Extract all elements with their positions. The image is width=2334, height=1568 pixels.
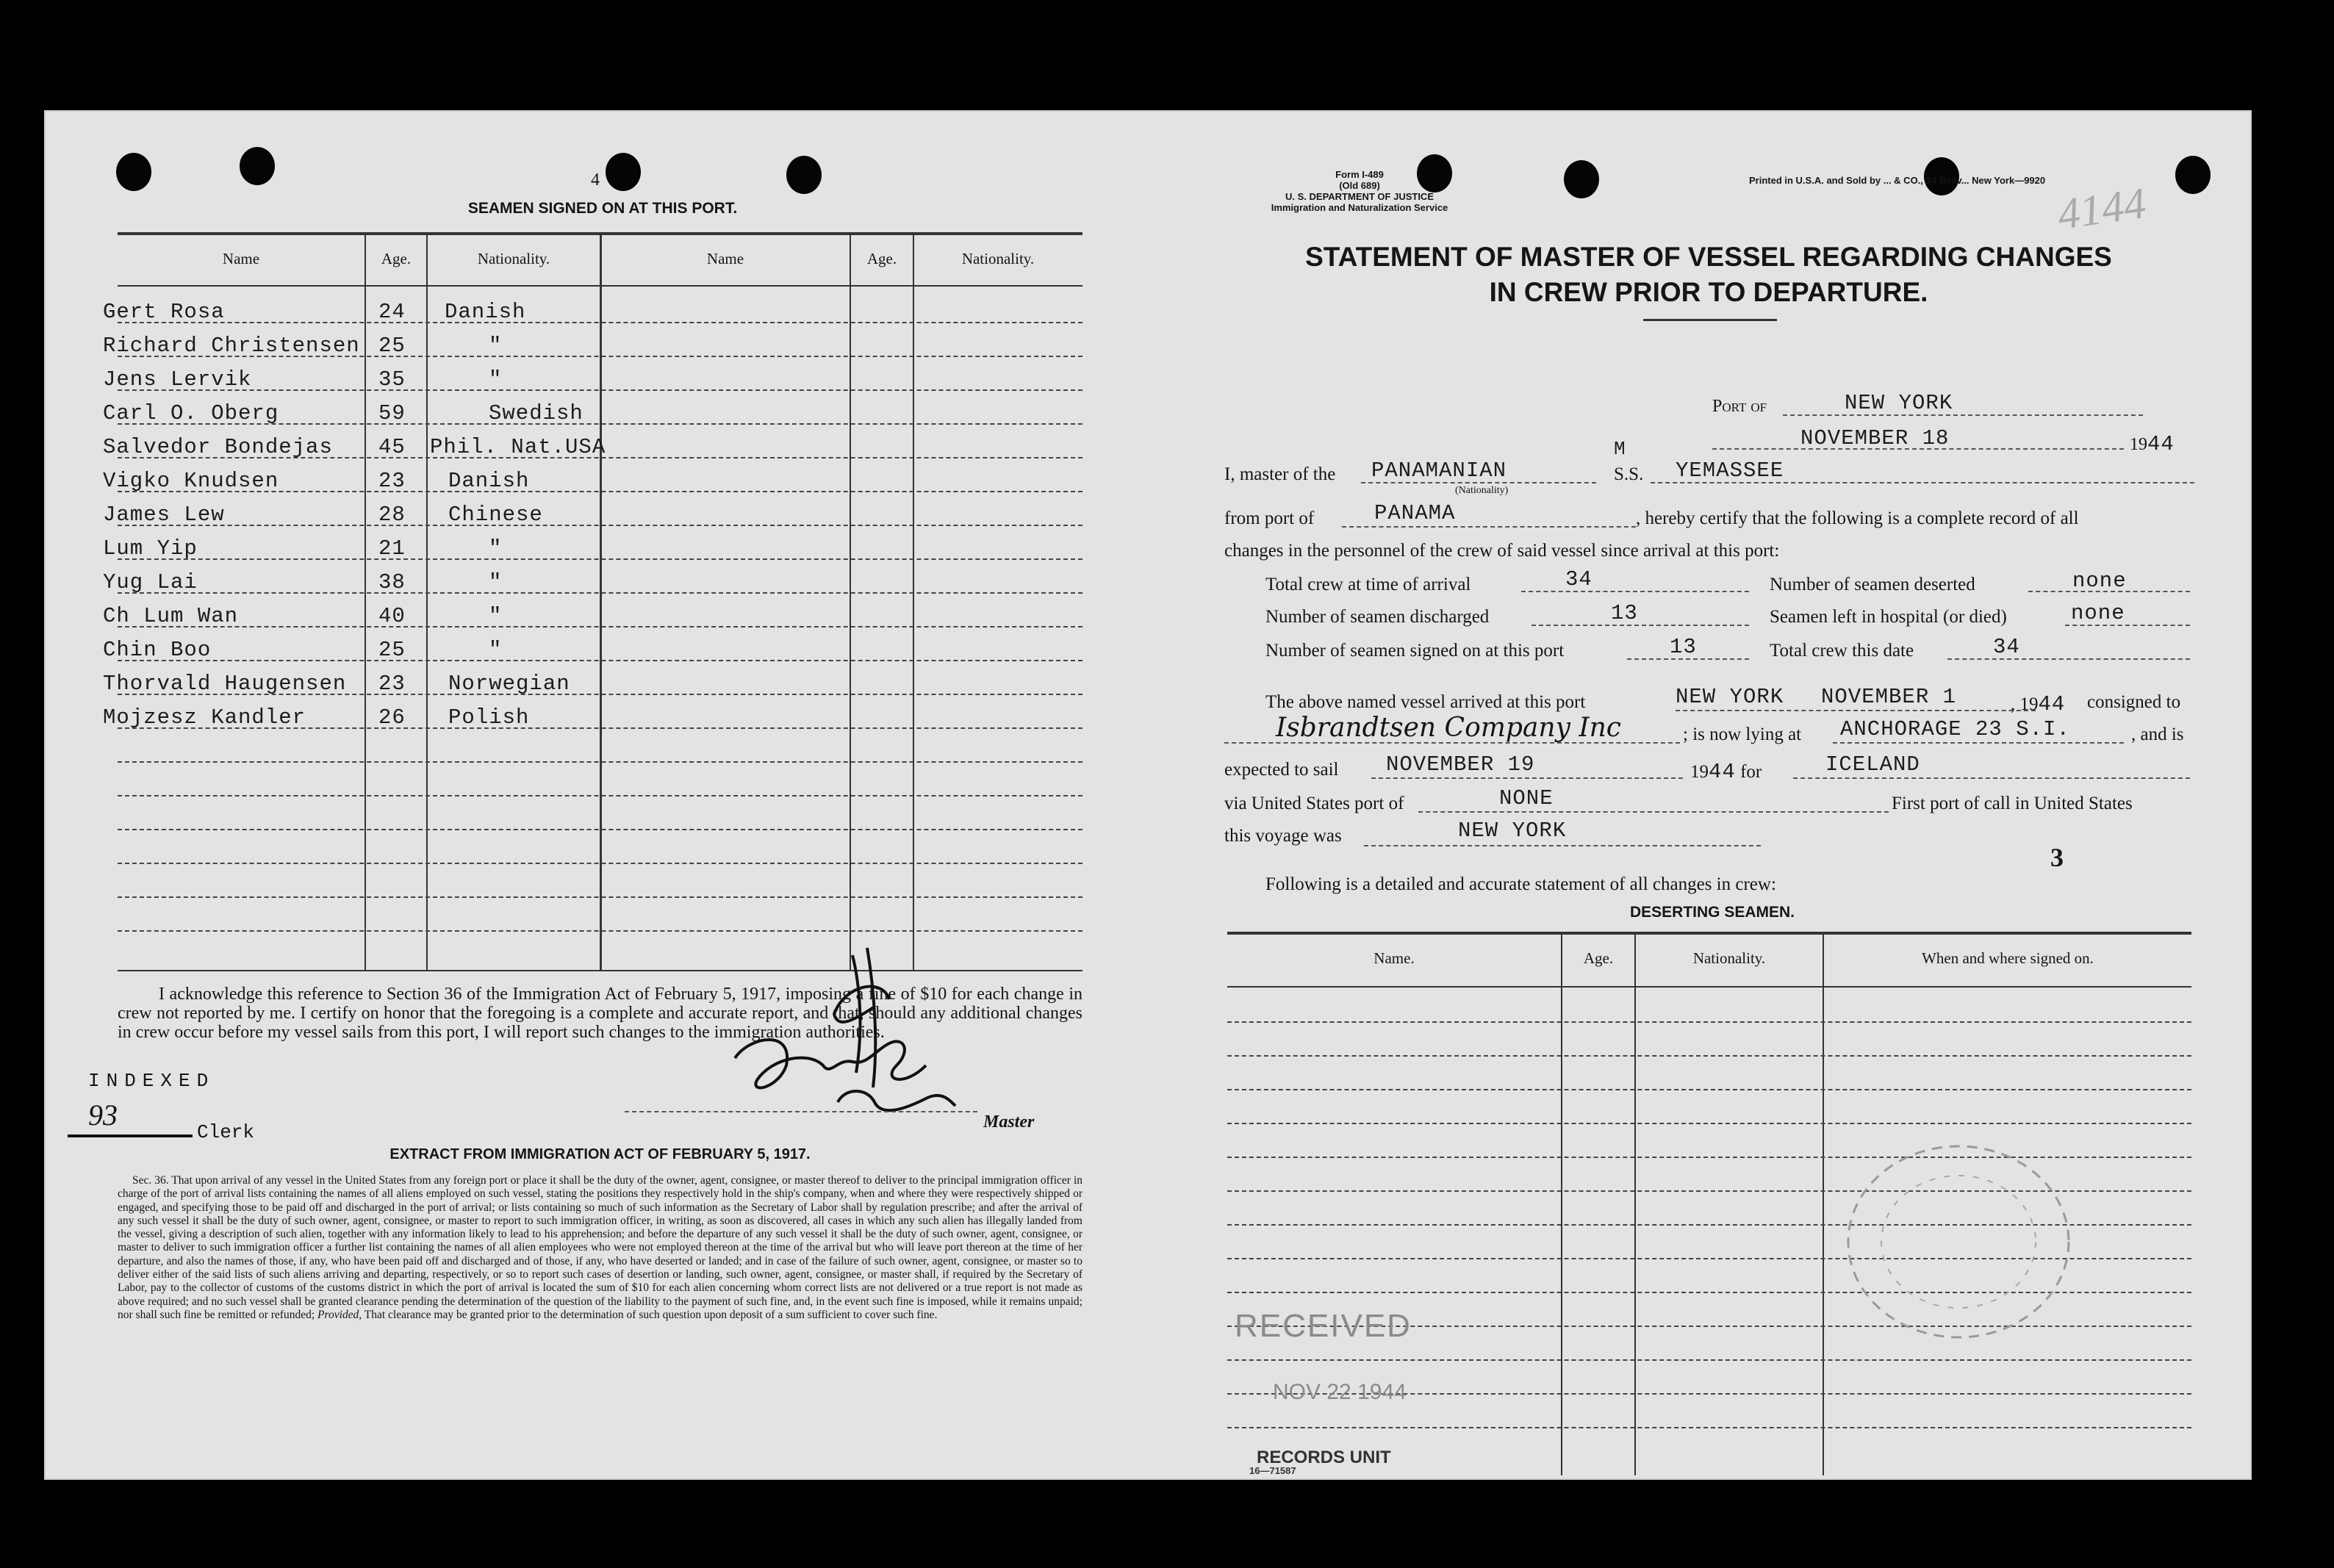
vessel-name: YEMASSEE bbox=[1676, 458, 1784, 483]
discharged-value: 13 bbox=[1611, 601, 1638, 625]
row-line bbox=[118, 863, 1082, 864]
col-header-nationality-2: Nationality. bbox=[961, 250, 1035, 267]
seaman-age: 45 bbox=[378, 435, 406, 459]
nationality-value: PANAMANIAN bbox=[1371, 458, 1507, 483]
desert-header-age: Age. bbox=[1583, 949, 1614, 967]
row-line bbox=[118, 626, 1082, 627]
arrived-line bbox=[1676, 710, 2036, 711]
seaman-name: Thorvald Haugensen bbox=[103, 672, 347, 696]
seaman-age: 59 bbox=[378, 401, 406, 425]
vessel-prefix: S.S. bbox=[1614, 464, 1644, 484]
footer-code: 16—71587 bbox=[1249, 1465, 1296, 1476]
form-old: (Old 689) bbox=[1339, 180, 1380, 191]
clerk-number: 93 bbox=[88, 1098, 118, 1132]
desert-row-line bbox=[1227, 1359, 2191, 1361]
seaman-name: Jens Lervik bbox=[103, 367, 252, 392]
row-line bbox=[118, 525, 1082, 526]
sec-text: That upon arrival of any vessel in the United States from any foreign port or place it shall be the duty of the owner, agent, consignee, or master thereof to deliver to the principal immigration officer in charge of the port of arrival lists containing the names of all aliens employed on such vessel, stating the positions they respectively hold in the ship's company, when and where they were respectively shipped or engaged, and specifying those to be paid off and discharged in the port of arrival; or lists containing so much of such information as the Secretary of Labor shall by regulation prescribe; and after the arrival of any such vessel it shall be the duty of such owner, agent, consignee, or master to report to such immigration officer, in writing, as soon as discovered, all cases in which any such alien has illegally landed from the vessel, giving a description of such alien, together with any information likely to lead to his apprehension; and before the departure of any such vessel it shall be the duty of such owner, agent, consignee, or master to deliver to such immigration officer a further list containing the names of all alien employees who were not employed thereon at the time of the arrival but who will leave port thereon at the time of her departure, and also the names of those, if any, who have been paid off and discharged and of those, if any, who have deserted or landed; and in case of the failure of such owner, agent, consignee, or master so to deliver either of the said lists of such aliens arriving and departing, respectively, or so to report such cases of desertion or landing, such owner, agent, consignee, or master shall, if required by the Secretary of Labor, pay to the collector of customs of the customs district in which the port of arrival is located the sum of $10 for each alien concerning whom correct lists are not delivered or a true report is not made as above required; and no such vessel shall be granted clearance pending the determination of the question of the liability to the payment of such fine, and, in the event such fine is imposed, while it remains unpaid; nor shall such fine be remitted or refunded; bbox=[118, 1174, 1082, 1321]
seaman-age: 25 bbox=[378, 334, 406, 358]
col-divider bbox=[600, 234, 602, 970]
port-label: Port of bbox=[1712, 397, 1767, 416]
col-header-nationality: Nationality. bbox=[477, 250, 550, 267]
row-line bbox=[118, 896, 1082, 898]
extract-title: EXTRACT FROM IMMIGRATION ACT OF FEBRUARY 5, 1917. bbox=[389, 1146, 811, 1162]
form-title-line2: IN CREW PRIOR TO DEPARTURE. bbox=[1489, 277, 1928, 307]
signed-on-line bbox=[1627, 658, 1749, 660]
seaman-nationality: Danish bbox=[445, 300, 526, 324]
total-crew-arrival-value: 34 bbox=[1565, 567, 1592, 591]
seaman-age: 21 bbox=[378, 536, 406, 561]
col-divider bbox=[913, 234, 914, 970]
arrived-year-prefix: 19 bbox=[2019, 694, 2039, 714]
desert-table-header-rule bbox=[1227, 986, 2191, 988]
total-crew-arrival-line bbox=[1521, 591, 1749, 592]
seaman-name: James Lew bbox=[103, 503, 225, 527]
seaman-name: Ch Lum Wan bbox=[103, 604, 239, 628]
deserted-line bbox=[2028, 591, 2190, 592]
signed-on-value: 13 bbox=[1670, 635, 1697, 659]
col-header-age: Age. bbox=[381, 250, 412, 267]
sail-year-value: 44 bbox=[1709, 760, 1736, 784]
col-divider bbox=[850, 234, 851, 970]
row-line bbox=[118, 761, 1082, 763]
clerk-label: Clerk bbox=[197, 1121, 255, 1143]
department: U. S. DEPARTMENT OF JUSTICE bbox=[1285, 191, 1434, 202]
voyage-line bbox=[1364, 845, 1761, 846]
master-label: Master bbox=[983, 1112, 1035, 1132]
sec-provided: Provided, bbox=[317, 1308, 362, 1321]
total-crew-date-label: Total crew this date bbox=[1770, 641, 1914, 661]
date-value: NOVEMBER 18 bbox=[1800, 426, 1950, 450]
row-line bbox=[118, 322, 1082, 323]
desert-row-line bbox=[1227, 1089, 2191, 1090]
records-unit-stamp: RECORDS UNIT bbox=[1257, 1447, 1391, 1467]
hospital-line bbox=[2065, 625, 2190, 626]
vessel-correction: M bbox=[1614, 438, 1626, 460]
row-line bbox=[118, 930, 1082, 932]
sec-label: Sec. 36. bbox=[132, 1174, 169, 1187]
col-header-age-2: Age. bbox=[866, 250, 897, 267]
desert-row-line bbox=[1227, 1055, 2191, 1057]
consignee-line bbox=[1224, 742, 1680, 744]
deserted-value: none bbox=[2072, 569, 2127, 593]
certify-text-2: changes in the personnel of the crew of said vessel since arrival at this port: bbox=[1224, 541, 1780, 561]
seaman-age: 23 bbox=[378, 469, 406, 493]
lying-line bbox=[1833, 742, 2124, 744]
seaman-nationality: " bbox=[489, 536, 503, 561]
arrived-year: , 1944 bbox=[2011, 692, 2066, 716]
desert-table-top bbox=[1227, 932, 2191, 935]
voyage-port-value: NEW YORK bbox=[1458, 819, 1567, 843]
seaman-nationality: Polish bbox=[448, 705, 530, 730]
seaman-nationality: " bbox=[489, 570, 503, 594]
seaman-nationality: " bbox=[489, 638, 503, 662]
lying-at-value: ANCHORAGE 23 S.I. bbox=[1840, 717, 2070, 741]
punch-hole bbox=[2175, 156, 2211, 194]
punch-hole bbox=[786, 156, 822, 194]
form-number: Form I-489 bbox=[1335, 169, 1384, 180]
consigned-label: consigned to bbox=[2087, 692, 2181, 712]
col-header-name: Name bbox=[222, 250, 260, 267]
row-line bbox=[118, 660, 1082, 661]
discharged-line bbox=[1532, 625, 1749, 626]
sail-year bbox=[1690, 760, 1762, 784]
title-rule bbox=[1643, 319, 1777, 321]
destination-line bbox=[1793, 777, 2190, 779]
desert-row-line bbox=[1227, 1021, 2191, 1023]
punch-hole bbox=[1564, 160, 1599, 198]
seaman-nationality: Norwegian bbox=[448, 672, 570, 696]
printed-by: Printed in U.S.A. and Sold by ... & CO., 24 Beav... New York—9920 bbox=[1749, 175, 2046, 186]
seaman-age: 23 bbox=[378, 672, 406, 696]
arrived-port-value: NEW YORK bbox=[1676, 685, 1784, 709]
voyage-label: this voyage was bbox=[1224, 826, 1342, 846]
from-port-value: PANAMA bbox=[1374, 501, 1456, 525]
year-prefix: 19 bbox=[2130, 435, 2147, 454]
seaman-age: 38 bbox=[378, 570, 406, 594]
seaman-age: 40 bbox=[378, 604, 406, 628]
row-line bbox=[118, 592, 1082, 594]
desert-header-nationality: Nationality. bbox=[1692, 949, 1766, 967]
arrived-year-value: 44 bbox=[2038, 692, 2066, 716]
seaman-age: 35 bbox=[378, 367, 406, 392]
seaman-name: Mojzesz Kandler bbox=[103, 705, 306, 730]
seaman-nationality: Danish bbox=[448, 469, 530, 493]
from-port-line bbox=[1342, 526, 1636, 528]
seaman-nationality: " bbox=[489, 334, 503, 358]
arrived-label: The above named vessel arrived at this port bbox=[1265, 692, 1586, 712]
seaman-name: Vigko Knudsen bbox=[103, 469, 279, 493]
from-port-label: from port of bbox=[1224, 508, 1315, 528]
master-signature-line bbox=[625, 1111, 977, 1112]
seaman-nationality: Swedish bbox=[489, 401, 584, 425]
hospital-label: Seamen left in hospital (or died) bbox=[1770, 607, 2007, 627]
seaman-nationality: " bbox=[489, 367, 503, 392]
arrived-date-value: NOVEMBER 1 bbox=[1821, 685, 1957, 709]
master-signature bbox=[705, 941, 970, 1132]
received-stamp-date: NOV 22 1944 bbox=[1273, 1380, 1407, 1404]
official-seal-stamp bbox=[1837, 1132, 2080, 1352]
col-header-name-2: Name bbox=[706, 250, 744, 267]
date-line bbox=[1712, 448, 2124, 450]
row-line bbox=[118, 558, 1082, 560]
received-stamp: RECEIVED bbox=[1235, 1308, 1412, 1344]
corner-note: 4144 bbox=[2054, 178, 2149, 240]
seaman-name: Gert Rosa bbox=[103, 300, 225, 324]
seaman-name: Salvedor Bondejas bbox=[103, 435, 333, 459]
deserted-label: Number of seamen deserted bbox=[1770, 575, 1975, 594]
row-line bbox=[118, 795, 1082, 796]
seaman-name: Yug Lai bbox=[103, 570, 198, 594]
seaman-age: 25 bbox=[378, 638, 406, 662]
punch-hole bbox=[240, 147, 275, 185]
form-title bbox=[1220, 240, 2197, 310]
seaman-name: Richard Christensen bbox=[103, 334, 360, 358]
desert-header-signed-on: When and where signed on. bbox=[1922, 949, 2094, 967]
punch-hole bbox=[606, 153, 641, 191]
deserting-title: DESERTING SEAMEN. bbox=[1629, 904, 1795, 921]
seaman-nationality: " bbox=[489, 604, 503, 628]
certify-text: , hereby certify that the following is a complete record of all bbox=[1636, 508, 2079, 528]
sail-date-value: NOVEMBER 19 bbox=[1386, 752, 1535, 777]
row-line bbox=[118, 389, 1082, 391]
seaman-name: Chin Boo bbox=[103, 638, 212, 662]
col-divider bbox=[365, 234, 366, 970]
total-crew-arrival-label: Total crew at time of arrival bbox=[1265, 575, 1471, 594]
year-block bbox=[2130, 432, 2175, 456]
lying-label: ; is now lying at bbox=[1683, 724, 1802, 744]
for-label: for bbox=[1740, 762, 1762, 782]
seaman-name: Carl O. Oberg bbox=[103, 401, 279, 425]
port-line bbox=[1783, 414, 2143, 416]
section-title: SEAMEN SIGNED ON AT THIS PORT. bbox=[467, 200, 738, 217]
form-id-block bbox=[1235, 169, 1484, 213]
seaman-name: Lum Yip bbox=[103, 536, 198, 561]
nationality-caption: (Nationality) bbox=[1455, 485, 1509, 496]
seaman-age: 28 bbox=[378, 503, 406, 527]
seaman-age: 26 bbox=[378, 705, 406, 730]
page-number: 4 bbox=[591, 170, 600, 190]
desert-row-line bbox=[1227, 1123, 2191, 1124]
sail-year-prefix: 19 bbox=[1690, 762, 1709, 782]
form-title-line1: STATEMENT OF MASTER OF VESSEL REGARDING CHANGES bbox=[1305, 242, 2112, 272]
sail-label: expected to sail bbox=[1224, 760, 1339, 780]
acknowledgment-text: I acknowledge this reference to Section 36 of the Immigration Act of February 5, 1917, imposing a fine of $10 for each change in crew not reported by me. I certify on honor that the foregoing is a complete and accurate report, and that, should any additional changes in crew occur before my vessel sails from this port, I will report such changes to the immigration authorities. bbox=[118, 985, 1082, 1042]
total-crew-date-value: 34 bbox=[1993, 635, 2020, 659]
row-line bbox=[118, 829, 1082, 830]
and-is: , and is bbox=[2131, 724, 2184, 744]
signed-on-label: Number of seamen signed on at this port bbox=[1265, 641, 1565, 661]
service: Immigration and Naturalization Service bbox=[1271, 202, 1448, 213]
sail-line bbox=[1371, 777, 1683, 779]
via-line bbox=[1418, 811, 1889, 813]
via-port-value: NONE bbox=[1499, 786, 1554, 810]
total-crew-date-line bbox=[1947, 658, 2190, 660]
desert-header-name: Name. bbox=[1374, 949, 1415, 967]
number-mark: 3 bbox=[2050, 843, 2064, 872]
hospital-value: none bbox=[2071, 601, 2125, 625]
year-value: 44 bbox=[2147, 432, 2175, 456]
via-label: via United States port of bbox=[1224, 794, 1404, 813]
punch-hole bbox=[116, 153, 151, 191]
port-value: NEW YORK bbox=[1845, 391, 1953, 415]
first-port-label: First port of call in United States bbox=[1892, 794, 2133, 813]
destination-value: ICELAND bbox=[1825, 752, 1920, 777]
extract-body bbox=[118, 1174, 1082, 1322]
following-label: Following is a detailed and accurate statement of all changes in crew: bbox=[1265, 874, 1776, 894]
master-of-label: I, master of the bbox=[1224, 464, 1336, 484]
nationality-line bbox=[1361, 482, 1596, 483]
seaman-nationality: Chinese bbox=[448, 503, 543, 527]
col-divider bbox=[426, 234, 428, 970]
seaman-age: 24 bbox=[378, 300, 406, 324]
clerk-underline bbox=[68, 1134, 193, 1137]
consignee-value: Isbrandtsen Company Inc bbox=[1276, 713, 1621, 743]
vessel-line bbox=[1651, 482, 2194, 483]
indexed-stamp: INDEXED bbox=[88, 1070, 215, 1092]
sec-end: That clearance may be granted prior to the determination of such question upon deposit of a sum sufficient to cover such fine. bbox=[364, 1308, 938, 1321]
seaman-nationality: Phil. Nat.USA bbox=[430, 435, 606, 459]
discharged-label: Number of seamen discharged bbox=[1265, 607, 1490, 627]
desert-row-line bbox=[1227, 1427, 2191, 1428]
